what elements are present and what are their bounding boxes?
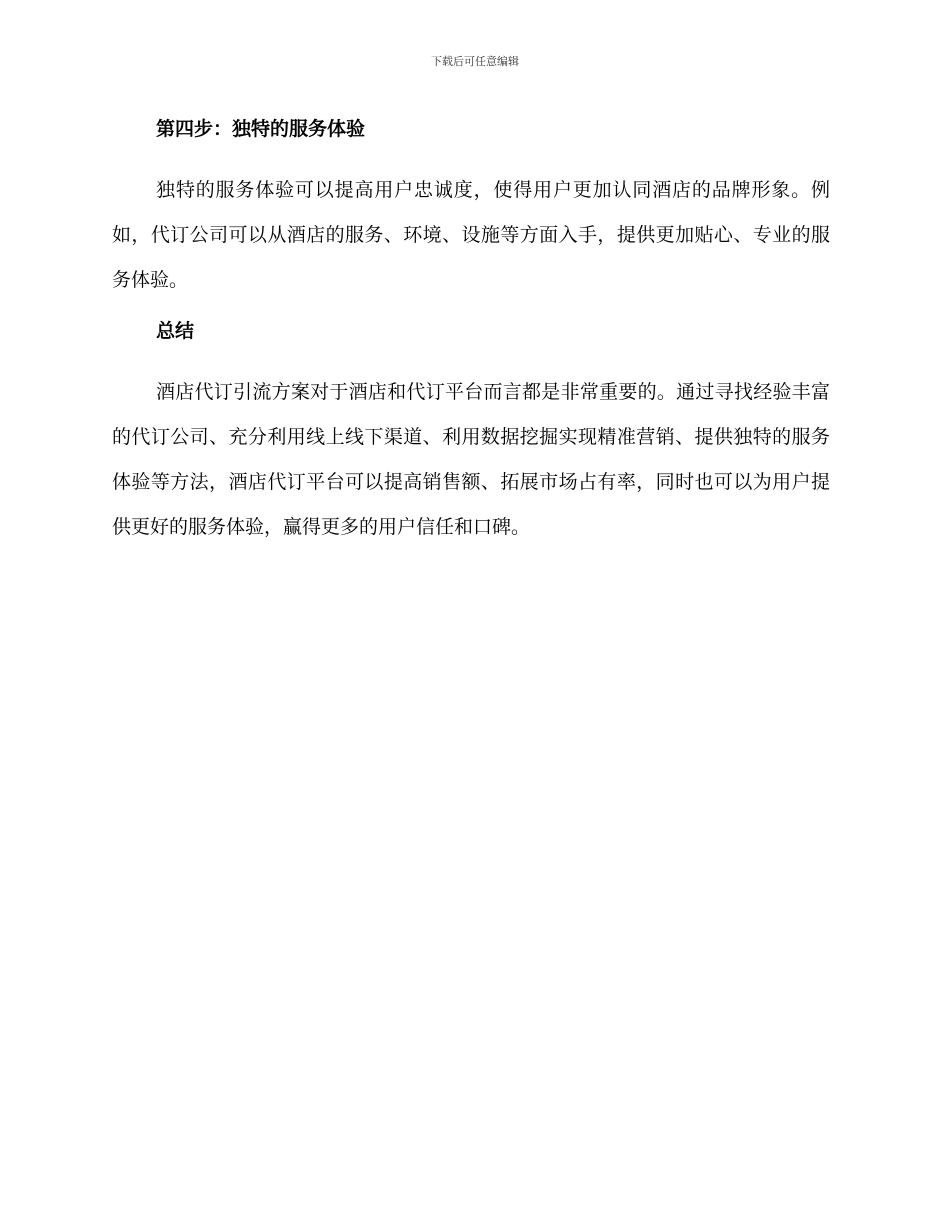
- section-paragraph-step-four: 独特的服务体验可以提高用户忠诚度，使得用户更加认同酒店的品牌形象。例如，代订公司可以从酒店的服务、环境、设施等方面入手，提供更加贴心、专业的服务体验。: [112, 179, 830, 291]
- section-paragraph-summary: 酒店代订引流方案对于酒店和代订平台而言都是非常重要的。通过寻找经验丰富的代订公司、充分利用线上线下渠道、利用数据挖掘实现精准营销、提供独特的服务体验等方法，酒店代订平台可以提高销售额、拓展市场占有率，同时也可以为用户提供更好的服务体验，赢得更多的用户信任和口碑。: [112, 381, 830, 538]
- section-heading-step-four: 第四步：独特的服务体验: [156, 118, 366, 140]
- page-header-note: 下载后可任意编辑: [431, 55, 519, 68]
- section-heading-summary: 总结: [156, 320, 195, 342]
- document-body: [112, 112, 830, 550]
